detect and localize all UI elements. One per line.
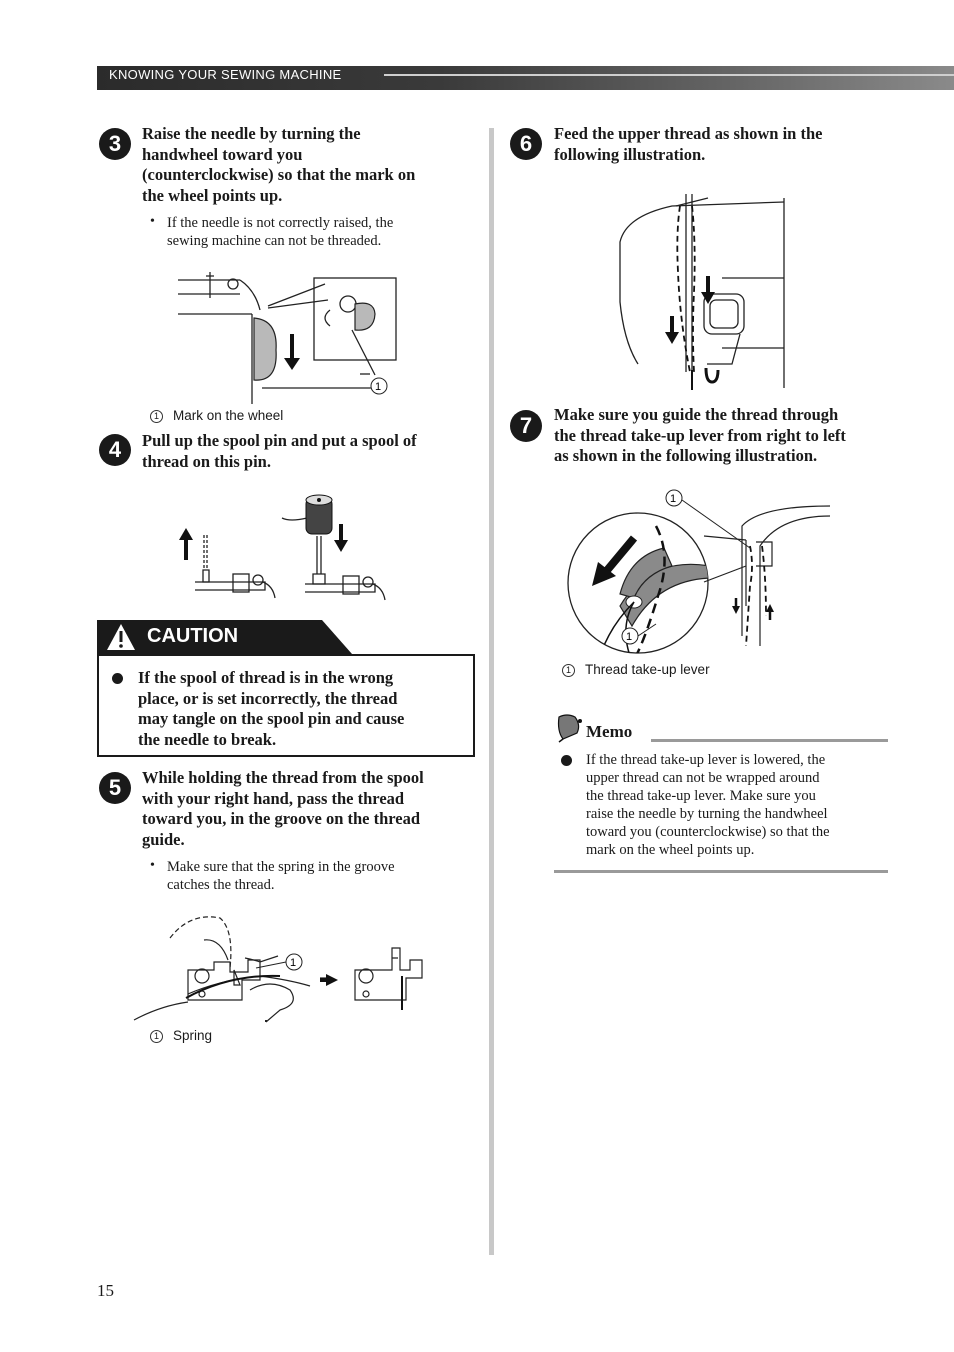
thread-guide-illustration: [130, 910, 445, 1025]
step-4-instruction: Pull up the spool pin and put a spool of thread on this pin.: [142, 431, 417, 471]
step-3-callout: 1: [375, 381, 382, 393]
header-rule: [384, 74, 954, 76]
take-up-lever-illustration: [560, 486, 840, 656]
step-7-number: 7: [510, 410, 542, 442]
caution-bullet: [112, 673, 123, 684]
step-7-callout-bottom: 1: [626, 631, 633, 643]
step-3-note: If the needle is not correctly raised, the sewing machine can not be threaded.: [167, 215, 394, 249]
step-5-number: 5: [99, 772, 131, 804]
memo-bottom-rule: [554, 870, 888, 873]
section-title: KNOWING YOUR SEWING MACHINE: [109, 67, 342, 82]
column-divider: [489, 128, 494, 1255]
step-5-callout: 1: [290, 957, 297, 969]
step-3-number: 3: [99, 128, 131, 160]
handwheel-illustration: [170, 270, 410, 410]
step-3-caption: 1 Mark on the wheel: [150, 408, 283, 423]
step-7-callout-top: 1: [670, 493, 677, 505]
memo-bullet: [561, 755, 572, 766]
memo-icon: [553, 713, 585, 743]
step-5-caption: 1 Spring: [150, 1028, 212, 1043]
memo-text: If the thread take-up lever is lowered, the upper thread can not be wrapped around the thread take-up lever. Make sure you raise the needle by turning the handwheel toward you (counterclockwise) so that the mark on the wheel points up.: [586, 752, 830, 858]
step-7-instruction: Make sure you guide the thread through the thread take-up lever from right to left as shown in the following illustration.: [554, 405, 846, 465]
step-5-note: Make sure that the spring in the groove catches the thread.: [167, 859, 395, 893]
bullet-dot: •: [150, 858, 155, 873]
caution-text: If the spool of thread is in the wrong place, or is set incorrectly, the thread may tangle on the spool pin and cause the needle to break.: [138, 668, 405, 749]
step-6-instruction: Feed the upper thread as shown in the following illustration.: [554, 124, 823, 164]
upper-thread-illustration: [612, 192, 792, 397]
memo-rule: [651, 739, 888, 742]
step-7-caption: 1 Thread take-up lever: [562, 662, 710, 677]
caution-title: CAUTION: [147, 625, 239, 647]
memo-title: Memo: [586, 722, 633, 741]
step-6-number: 6: [510, 128, 542, 160]
page-number: 15: [97, 1281, 114, 1300]
step-5-instruction: While holding the thread from the spool with your right hand, pass the thread toward you, in the groove on the thread guide.: [142, 768, 424, 849]
step-3-instruction: Raise the needle by turning the handwheel toward you (counterclockwise) so that the mark on the wheel points up.: [142, 124, 416, 205]
step-4-number: 4: [99, 434, 131, 466]
bullet-dot: •: [150, 214, 155, 229]
spool-pin-illustration: [175, 490, 395, 605]
